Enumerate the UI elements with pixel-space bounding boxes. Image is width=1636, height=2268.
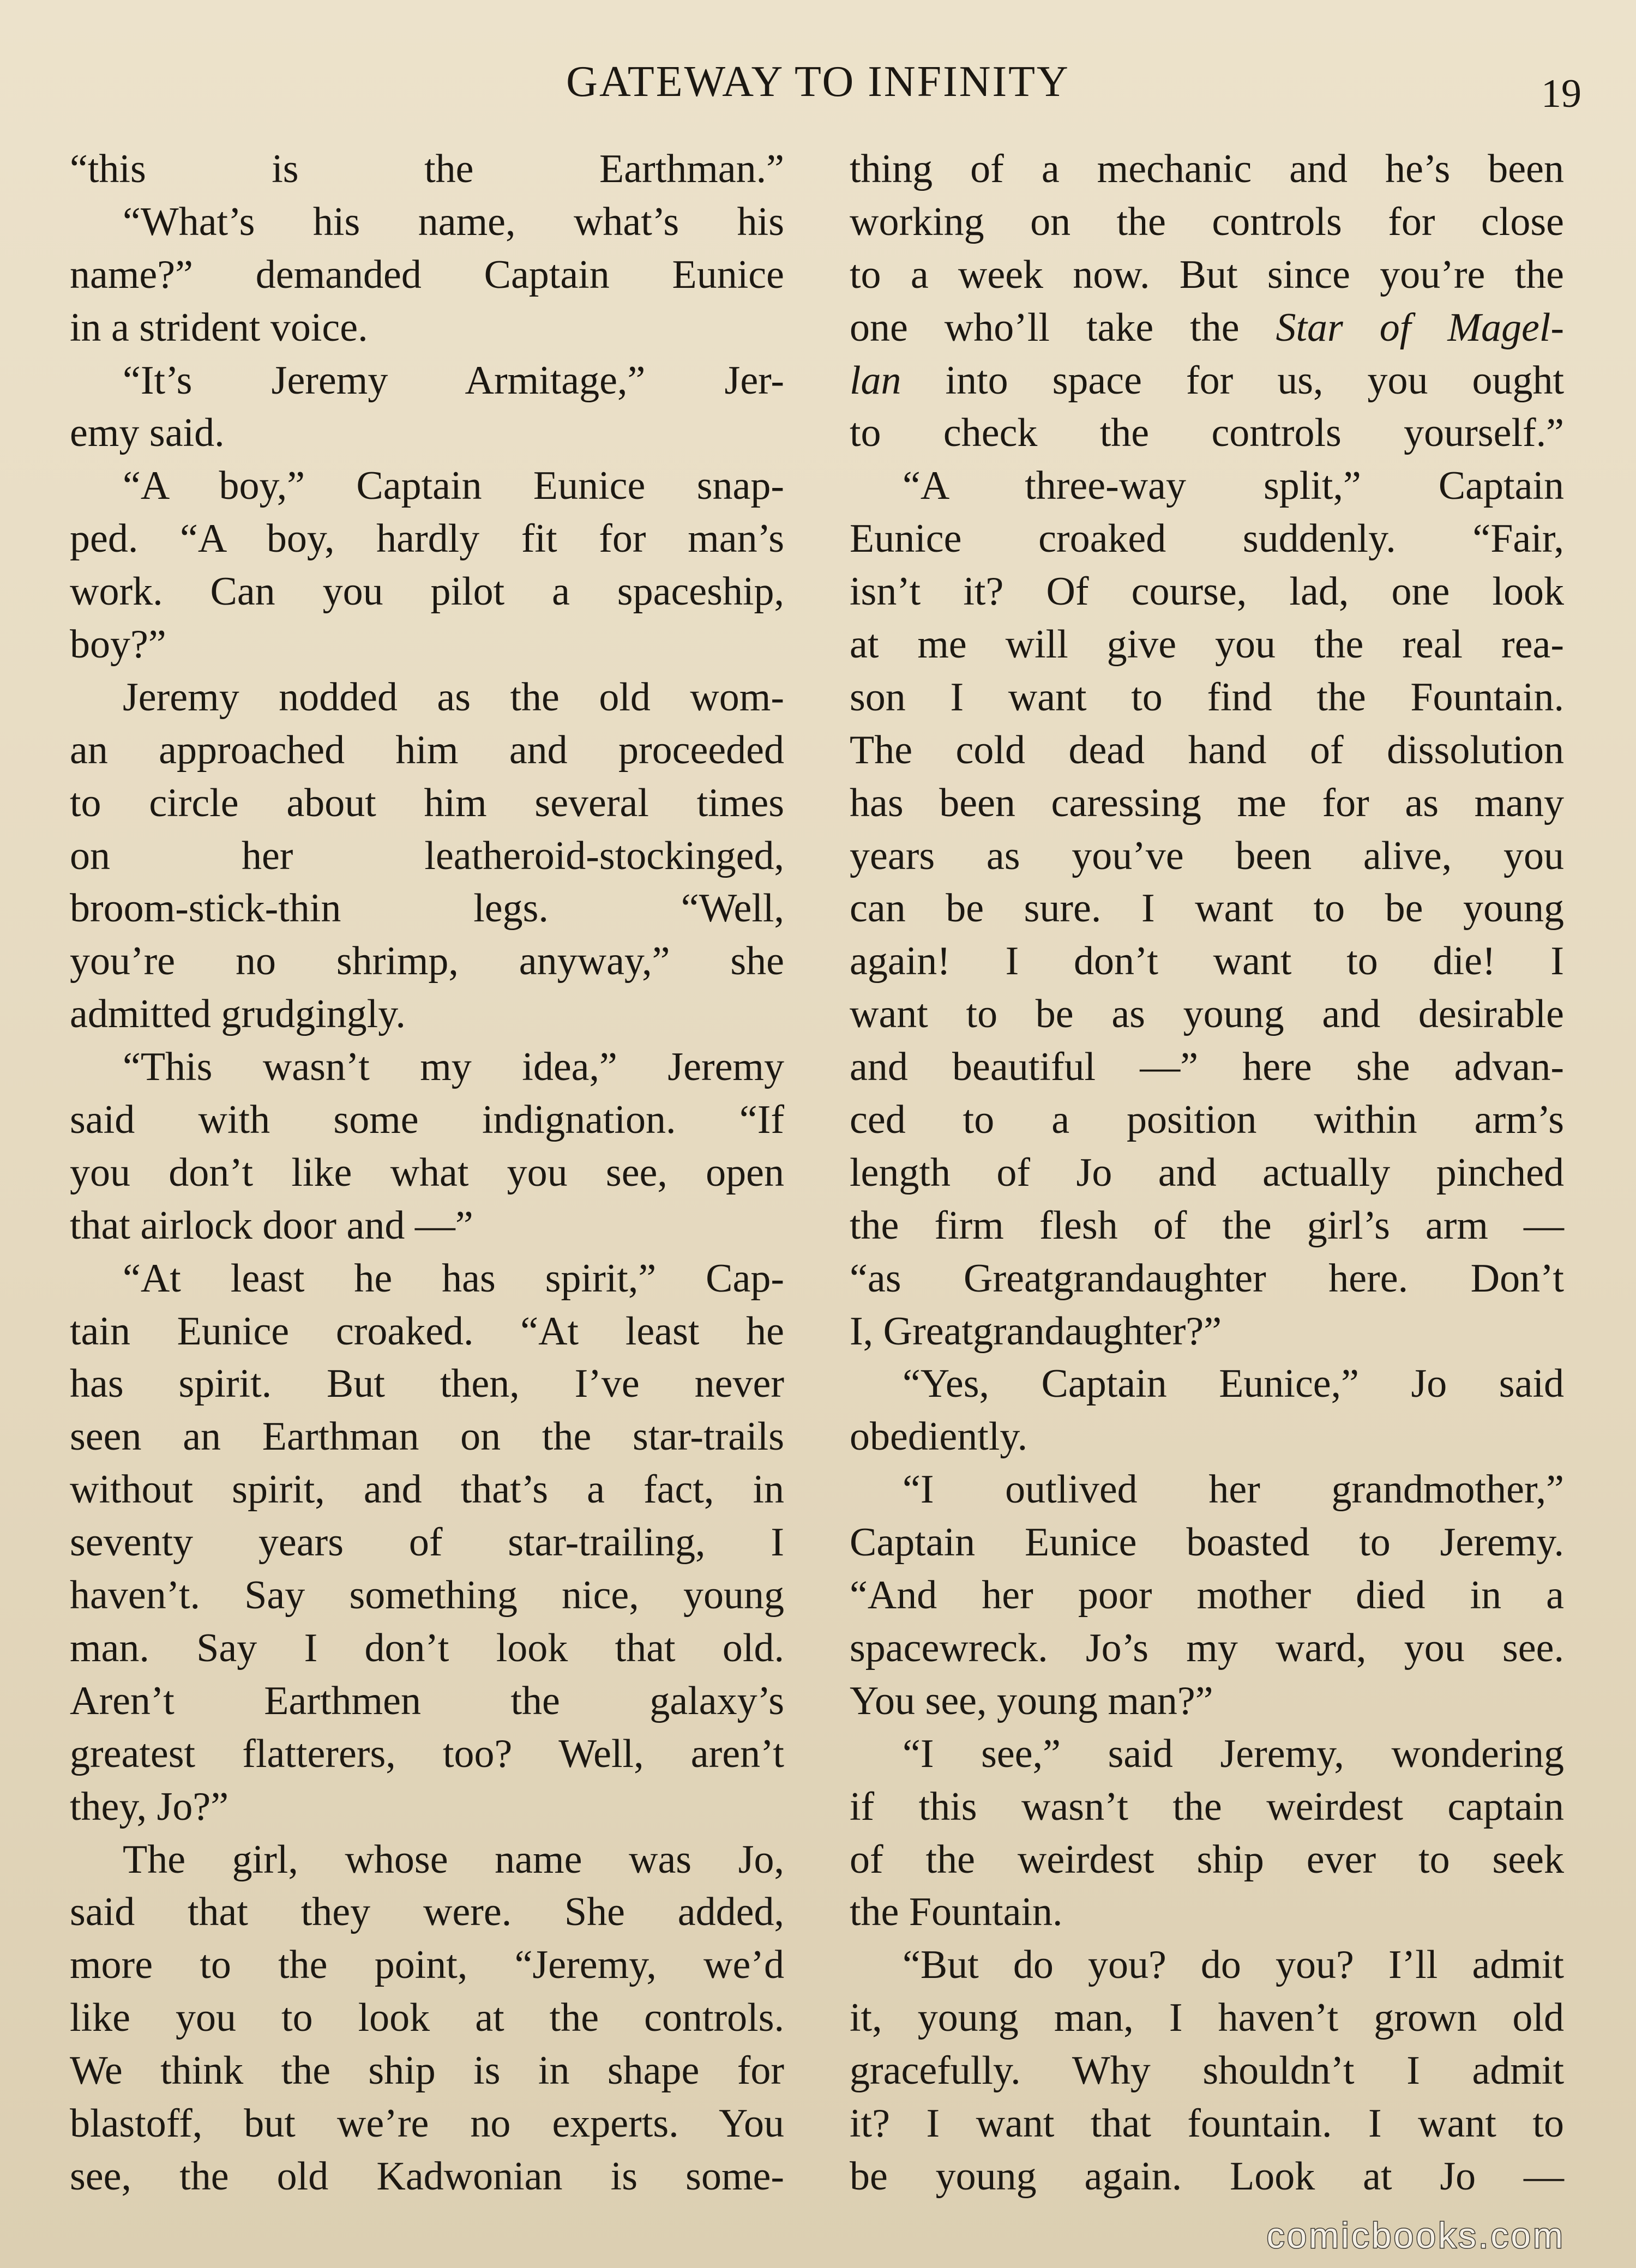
line-text: seventy years of star-trailing, I [70, 1520, 784, 1565]
text-line [850, 143, 1564, 196]
text-line [70, 882, 784, 935]
text-line [850, 1781, 1564, 1833]
line-text: see, the old Kadwonian is some- [70, 2154, 784, 2199]
running-head-title: GATEWAY TO INFINITY [566, 58, 1070, 106]
line-text: said that they were. She added, [70, 1890, 784, 1935]
line-text: ced to a position within arm’s [850, 1097, 1564, 1143]
text-line [70, 354, 784, 407]
line-text: “I see,” said Jeremy, wondering [903, 1731, 1564, 1776]
text-line [850, 2044, 1564, 2097]
text-line [850, 354, 1564, 407]
line-text: “Yes, Captain Eunice,” Jo said [903, 1361, 1564, 1407]
line-text: want to be as young and desirable [850, 992, 1564, 1037]
text-line [70, 830, 784, 883]
line-text: thing of a mechanic and he’s been [850, 147, 1564, 191]
text-line [850, 1358, 1564, 1410]
line-text: the Fountain. [850, 1890, 1063, 1935]
line-text: “At least he has spirit,” Cap- [123, 1256, 784, 1301]
line-text: gracefully. Why shouldn’t I admit [850, 2048, 1564, 2094]
line-text: “I outlived her grandmother,” [903, 1467, 1564, 1512]
line-text: be young again. Look at Jo — [850, 2154, 1564, 2199]
text-line [850, 724, 1564, 777]
line-text: boy?” [70, 622, 166, 667]
line-text: you don’t like what you see, open [70, 1150, 784, 1195]
line-text: admitted grudgingly. [70, 992, 406, 1037]
line-text: like you to look at the controls. [70, 1995, 784, 2041]
site-watermark: comicbooks.com [1266, 2215, 1565, 2255]
text-line [850, 1992, 1564, 2044]
line-text: that airlock door and —” [70, 1203, 473, 1248]
line-text: “as Greatgrandaughter here. Don’t [850, 1256, 1564, 1301]
line-text: has spirit. But then, I’ve never [70, 1361, 784, 1407]
text-line [70, 1199, 784, 1252]
text-line [850, 460, 1564, 512]
text-line [70, 618, 784, 671]
line-text: “A three-way split,” Captain [903, 463, 1564, 509]
text-line [850, 1569, 1564, 1622]
text-line [70, 724, 784, 777]
text-line [70, 301, 784, 354]
line-text: said with some indignation. “If [70, 1097, 784, 1143]
line-text: on her leatheroid-stockinged, [70, 833, 784, 878]
text-line [70, 196, 784, 249]
line-text: at me will give you the real rea- [850, 622, 1564, 667]
text-line [70, 1305, 784, 1358]
text-line [70, 1147, 784, 1199]
line-text: emy said. [70, 411, 225, 456]
text-line [70, 1992, 784, 2044]
text-line [70, 460, 784, 512]
line-text: “This wasn’t my idea,” Jeremy [123, 1045, 784, 1090]
line-text: blastoff, but we’re no experts. You [70, 2101, 784, 2146]
text-line [850, 2150, 1564, 2203]
text-line [850, 1675, 1564, 1728]
text-line [850, 1305, 1564, 1358]
text-line [850, 1728, 1564, 1781]
line-text: to check the controls yourself.” [850, 411, 1564, 456]
text-line [70, 1410, 784, 1463]
text-line [850, 1041, 1564, 1094]
text-line [70, 143, 784, 196]
line-text: “A boy,” Captain Eunice snap- [123, 463, 784, 509]
text-line [70, 777, 784, 830]
line-text: spacewreck. Jo’s my ward, you see. [850, 1625, 1564, 1670]
line-text: “this is the Earthman.” [70, 147, 784, 191]
text-line [70, 1358, 784, 1410]
line-text: The cold dead hand of dissolution [850, 727, 1564, 773]
text-line [850, 1252, 1564, 1305]
text-line [850, 988, 1564, 1041]
line-text: one who’ll take the [850, 305, 1276, 350]
text-line [850, 1516, 1564, 1569]
text-line [850, 777, 1564, 830]
line-text: without spirit, and that’s a fact, in [70, 1467, 784, 1512]
text-line [850, 618, 1564, 671]
line-text: work. Can you pilot a spaceship, [70, 569, 784, 614]
line-text: broom-stick-thin legs. “Well, [70, 886, 784, 931]
text-line [850, 1939, 1564, 1992]
text-line [70, 1094, 784, 1147]
text-line [850, 1199, 1564, 1252]
text-line [850, 565, 1564, 618]
line-text: Aren’t Earthmen the galaxy’s [70, 1678, 784, 1723]
text-line [850, 1833, 1564, 1886]
text-line [70, 2044, 784, 2097]
line-text: haven’t. Say something nice, young [70, 1573, 784, 1618]
line-text: “And her poor mother died in a [850, 1573, 1564, 1618]
italic-text: lan [850, 358, 901, 403]
line-text: name?” demanded Captain Eunice [70, 252, 784, 297]
line-text: Jeremy nodded as the old wom- [123, 674, 784, 720]
line-text: I, Greatgrandaughter?” [850, 1308, 1222, 1354]
text-line [70, 988, 784, 1041]
text-line [850, 1094, 1564, 1147]
line-text: We think the ship is in shape for [70, 2048, 784, 2094]
line-text: son I want to find the Fountain. [850, 674, 1564, 720]
line-text: greatest flatterers, too? Well, aren’t [70, 1731, 784, 1776]
line-text: You see, young man?” [850, 1678, 1213, 1723]
italic-text: Star of Magel- [1276, 305, 1565, 350]
text-line [70, 407, 784, 460]
text-line [850, 1147, 1564, 1199]
text-line [70, 1781, 784, 1833]
text-line [850, 196, 1564, 249]
line-text: Eunice croaked suddenly. “Fair, [850, 516, 1564, 562]
text-line [70, 1569, 784, 1622]
line-text: to a week now. But since you’re the [850, 252, 1564, 297]
text-line [70, 2150, 784, 2203]
line-text: “It’s Jeremy Armitage,” Jer- [123, 358, 784, 403]
line-text: “What’s his name, what’s his [123, 199, 784, 244]
text-line [850, 1622, 1564, 1675]
text-line [70, 935, 784, 988]
text-line [70, 249, 784, 301]
text-line [850, 407, 1564, 460]
text-line [850, 301, 1564, 354]
line-text: The girl, whose name was Jo, [123, 1837, 784, 1882]
text-line [70, 671, 784, 724]
text-line [850, 830, 1564, 883]
text-line [70, 2097, 784, 2150]
line-text: tain Eunice croaked. “At least he [70, 1308, 784, 1354]
line-text: Captain Eunice boasted to Jeremy. [850, 1520, 1564, 1565]
text-line [70, 1886, 784, 1939]
line-text: seen an Earthman on the star-trails [70, 1414, 784, 1459]
line-text: man. Say I don’t look that old. [70, 1625, 784, 1670]
text-line [850, 671, 1564, 724]
left-text-column [70, 143, 784, 2203]
text-line [70, 1252, 784, 1305]
line-text: can be sure. I want to be young [850, 886, 1564, 931]
line-text: if this wasn’t the weirdest captain [850, 1784, 1564, 1829]
line-text: more to the point, “Jeremy, we’d [70, 1943, 784, 1988]
page-number: 19 [1541, 71, 1581, 116]
text-line [850, 249, 1564, 301]
text-line [850, 935, 1564, 988]
text-line [70, 1041, 784, 1094]
line-text: the firm flesh of the girl’s arm — [850, 1203, 1564, 1248]
line-text: an approached him and proceeded [70, 727, 784, 773]
line-text: in a strident voice. [70, 305, 368, 350]
text-line [850, 1410, 1564, 1463]
text-line [70, 1622, 784, 1675]
right-text-column [850, 143, 1564, 2203]
line-text: you’re no shrimp, anyway,” she [70, 939, 784, 984]
text-line [850, 2097, 1564, 2150]
line-text: years as you’ve been alive, you [850, 833, 1564, 878]
text-line [70, 1939, 784, 1992]
line-text: has been caressing me for as many [850, 780, 1564, 825]
text-line [70, 565, 784, 618]
line-text: and beautiful —” here she advan- [850, 1045, 1564, 1090]
text-line [70, 1463, 784, 1516]
line-text: ped. “A boy, hardly fit for man’s [70, 516, 784, 562]
text-line [70, 1516, 784, 1569]
text-line [850, 1463, 1564, 1516]
line-text: into space for us, you ought [901, 358, 1564, 403]
text-line [70, 1728, 784, 1781]
text-line [70, 1833, 784, 1886]
line-text: it? I want that fountain. I want to [850, 2101, 1564, 2146]
line-text: isn’t it? Of course, lad, one look [850, 569, 1564, 614]
line-text: again! I don’t want to die! I [850, 939, 1564, 984]
line-text: it, young man, I haven’t grown old [850, 1995, 1564, 2041]
text-line [850, 882, 1564, 935]
line-text: obediently. [850, 1414, 1028, 1459]
line-text: “But do you? do you? I’ll admit [903, 1943, 1564, 1988]
line-text: working on the controls for close [850, 199, 1564, 244]
text-line [70, 512, 784, 565]
line-text: they, Jo?” [70, 1784, 229, 1829]
text-line [850, 512, 1564, 565]
text-line [850, 1886, 1564, 1939]
line-text: length of Jo and actually pinched [850, 1150, 1564, 1195]
text-line [70, 1675, 784, 1728]
line-text: to circle about him several times [70, 780, 784, 825]
line-text: of the weirdest ship ever to seek [850, 1837, 1564, 1882]
